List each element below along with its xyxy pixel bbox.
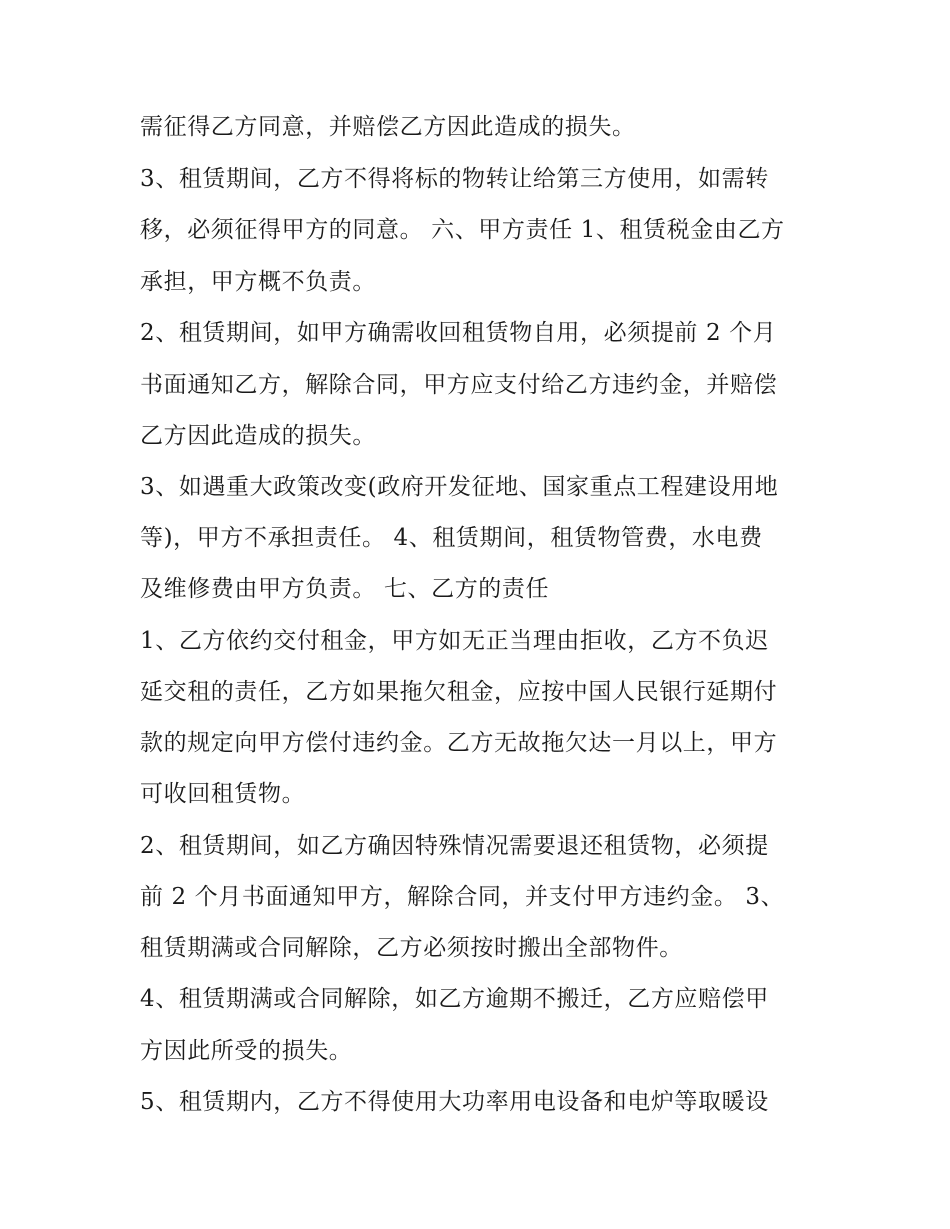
- text-line: 款的规定向甲方偿付违约金。乙方无故拖欠达一月以上，甲方: [140, 730, 778, 756]
- text-line: 书面通知乙方，解除合同，甲方应支付给乙方违约金，并赔偿: [140, 372, 778, 398]
- text-line: 2、租赁期间，如乙方确因特殊情况需要退还租赁物，必须提: [140, 833, 769, 859]
- text-line: 1、乙方依约交付租金，甲方如无正当理由拒收，乙方不负迟: [140, 628, 769, 654]
- text-line: 方因此所受的损失。: [140, 1038, 353, 1064]
- text-line: 4、租赁期满或合同解除，如乙方逾期不搬迁，乙方应赔偿甲: [140, 986, 769, 1012]
- text-line: 3、租赁期间，乙方不得将标的物转让给第三方使用，如需转: [140, 166, 769, 192]
- text-line: 乙方因此造成的损失。: [140, 423, 376, 449]
- text-line: 承担，甲方概不负责。: [140, 269, 376, 295]
- text-line: 前 2 个月书面通知甲方，解除合同，并支付甲方违约金。 3、: [140, 884, 785, 910]
- text-line: 可收回租赁物。: [140, 781, 306, 807]
- text-line: 延交租的责任，乙方如果拖欠租金，应按中国人民银行延期付: [140, 679, 778, 705]
- text-line: 3、如遇重大政策改变(政府开发征地、国家重点工程建设用地: [140, 474, 779, 500]
- text-line: 需征得乙方同意，并赔偿乙方因此造成的损失。: [140, 114, 636, 140]
- text-line: 等)，甲方不承担责任。 4、租赁期间，租赁物管费，水电费: [140, 525, 763, 551]
- text-line: 移，必须征得甲方的同意。 六、甲方责任 1、租赁税金由乙方: [140, 217, 785, 243]
- text-line: 2、租赁期间，如甲方确需收回租赁物自用，必须提前 2 个月: [140, 320, 777, 346]
- text-line: 租赁期满或合同解除，乙方必须按时搬出全部物件。: [140, 935, 683, 961]
- text-line: 及维修费由甲方负责。 七、乙方的责任: [140, 576, 550, 602]
- text-line: 5、租赁期内，乙方不得使用大功率用电设备和电炉等取暖设: [140, 1089, 769, 1115]
